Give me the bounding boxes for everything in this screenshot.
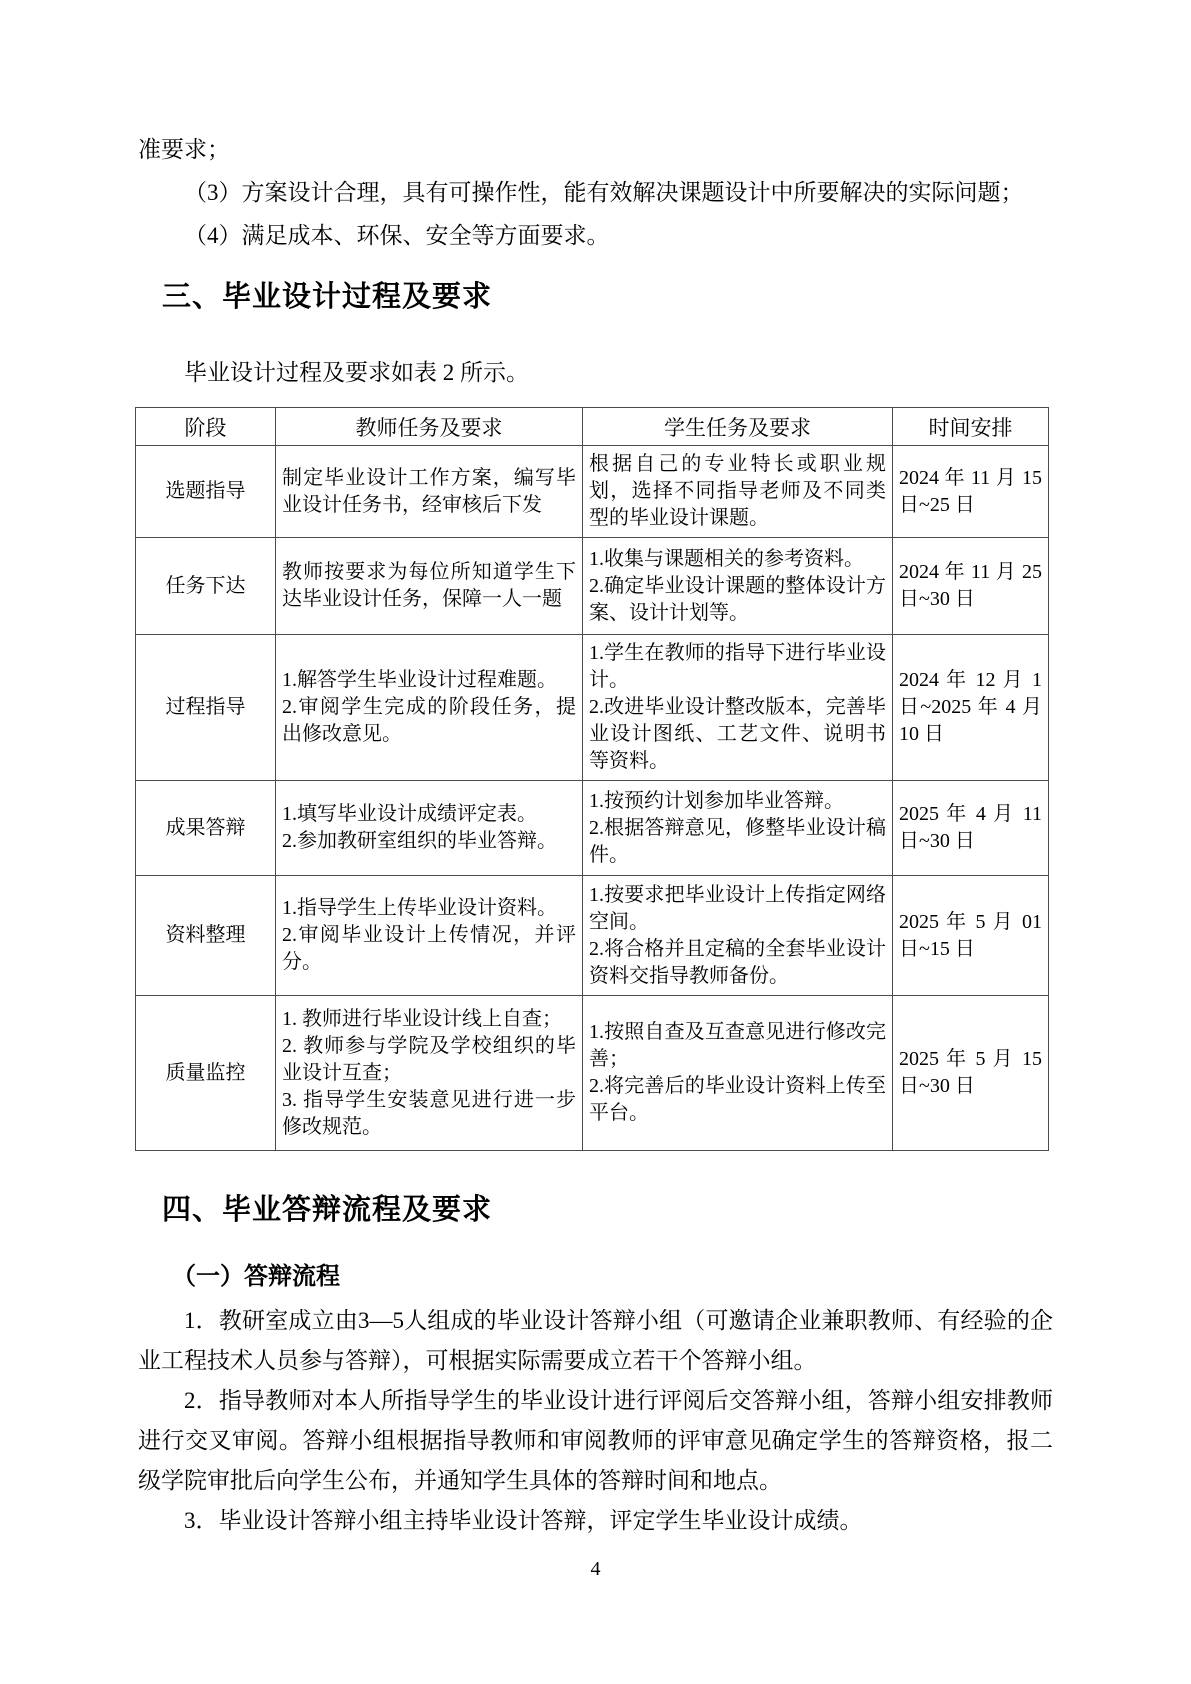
table-header-cell: 教师任务及要求 (276, 408, 583, 446)
student-cell (583, 538, 893, 635)
teacher-cell (276, 781, 583, 876)
cell-paragraph: 2. 教师参与学院及学校组织的毕业设计互查； (282, 1034, 576, 1084)
cell-paragraph: 2.将完善后的毕业设计资料上传至平台。 (589, 1075, 886, 1124)
stage-cell: 选题指导 (136, 446, 276, 538)
cell-paragraph: 1.学生在教师的指导下进行毕业设计。 (589, 642, 886, 691)
list-item-paragraph: （4）满足成本、环保、安全等方面要求。 (184, 223, 610, 248)
time-cell: 2024 年 11 月 15 日~25 日 (893, 446, 1049, 538)
stage-cell: 成果答辩 (136, 781, 276, 876)
time-cell: 2025 年 4 月 11 日~30 日 (893, 781, 1049, 876)
continuation-paragraph: 准要求； (138, 137, 230, 162)
cell-paragraph: 1.收集与课题相关的参考资料。 (589, 547, 864, 570)
student-cell (583, 781, 893, 876)
time-cell: 2024 年 12 月 1 日~2025 年 4 月 10 日 (893, 635, 1049, 781)
teacher-cell (276, 635, 583, 781)
cell-paragraph: 教师按要求为每位所知道学生下达毕业设计任务，保障一人一题 (282, 561, 576, 610)
table-lead-paragraph: 毕业设计过程及要求如表 2 所示。 (184, 360, 529, 385)
stage-cell: 资料整理 (136, 876, 276, 996)
subsection-heading: （一）答辩流程 (172, 1263, 340, 1290)
body-paragraph: 2．指导教师对本人所指导学生的毕业设计进行评阅后交答辩小组，答辩小组安排教师进行交叉审阅。答辩小组根据指导教师和审阅教师的评审意见确定学生的答辩资格，报二级学院审批后向学生公布，并通知学生具体的答辩时间和地点。 (138, 1388, 1053, 1493)
cell-paragraph: 2.参加教研室组织的毕业答辩。 (282, 830, 557, 852)
table-header-cell: 阶段 (136, 408, 276, 446)
body-paragraph: 1．教研室成立由3—5人组成的毕业设计答辩小组（可邀请企业兼职教师、有经验的企业工程技术人员参与答辩），可根据实际需要成立若干个答辩小组。 (138, 1308, 1053, 1373)
table-body (136, 446, 1049, 1151)
cell-paragraph: 1.指导学生上传毕业设计资料。 (282, 897, 557, 919)
table-row (136, 635, 1049, 781)
cell-paragraph: 1.按要求把毕业设计上传指定网络空间。 (589, 883, 886, 933)
cell-paragraph: 2.确定毕业设计课题的整体设计方案、设计计划等。 (589, 574, 886, 624)
table-row (136, 538, 1049, 635)
time-cell: 2025 年 5 月 01 日~15 日 (893, 876, 1049, 996)
process-requirements-table (135, 407, 1049, 1151)
cell-paragraph: 2.审阅学生完成的阶段任务，提出修改意见。 (282, 696, 576, 745)
cell-paragraph: 2.改进毕业设计整改版本，完善毕业设计图纸、工艺文件、说明书等资料。 (589, 696, 886, 772)
section3-heading: 三、毕业设计过程及要求 (162, 281, 493, 313)
cell-paragraph: 1.解答学生毕业设计过程难题。 (282, 669, 557, 691)
table-row (136, 446, 1049, 538)
student-cell (583, 446, 893, 538)
teacher-cell (276, 446, 583, 538)
cell-paragraph: 根据自己的专业特长或职业规划，选择不同指导老师及不同类型的毕业设计课题。 (589, 453, 886, 529)
table-header (136, 408, 1049, 446)
teacher-cell (276, 876, 583, 996)
cell-paragraph: 1.按照自查及互查意见进行修改完善； (589, 1021, 886, 1070)
table-header-cell: 时间安排 (893, 408, 1049, 446)
cell-paragraph: 1.按预约计划参加毕业答辩。 (589, 789, 844, 812)
table-row (136, 996, 1049, 1151)
cell-paragraph: 制定毕业设计工作方案，编写毕业设计任务书，经审核后下发 (282, 466, 576, 516)
cell-paragraph: 1. 教师进行毕业设计线上自查； (282, 1007, 562, 1030)
student-cell (583, 635, 893, 781)
table-header-cell: 学生任务及要求 (583, 408, 893, 446)
body-paragraph: 3．毕业设计答辩小组主持毕业设计答辩，评定学生毕业设计成绩。 (184, 1508, 863, 1533)
student-cell (583, 996, 893, 1151)
teacher-cell (276, 538, 583, 635)
page-number: 4 (590, 1558, 601, 1580)
stage-cell: 质量监控 (136, 996, 276, 1151)
table-header-row (136, 408, 1049, 446)
cell-paragraph: 1.填写毕业设计成绩评定表。 (282, 803, 537, 825)
table-row (136, 876, 1049, 996)
cell-paragraph: 2.将合格并且定稿的全套毕业设计资料交指导教师备份。 (589, 937, 886, 987)
time-cell: 2025 年 5 月 15 日~30 日 (893, 996, 1049, 1151)
list-item-paragraph: （3）方案设计合理，具有可操作性，能有效解决课题设计中所要解决的实际问题； (184, 180, 1024, 205)
stage-cell: 过程指导 (136, 635, 276, 781)
page-content (138, 0, 1053, 1586)
teacher-cell (276, 996, 583, 1151)
time-cell: 2024 年 11 月 25 日~30 日 (893, 538, 1049, 635)
student-cell (583, 876, 893, 996)
table-row (136, 781, 1049, 876)
cell-paragraph: 2.根据答辩意见，修整毕业设计稿件。 (589, 816, 886, 866)
section4-heading: 四、毕业答辩流程及要求 (162, 1194, 493, 1226)
cell-paragraph: 2.审阅毕业设计上传情况，并评分。 (282, 924, 576, 973)
stage-cell: 任务下达 (136, 538, 276, 635)
cell-paragraph: 3. 指导学生安装意见进行进一步修改规范。 (282, 1088, 576, 1138)
